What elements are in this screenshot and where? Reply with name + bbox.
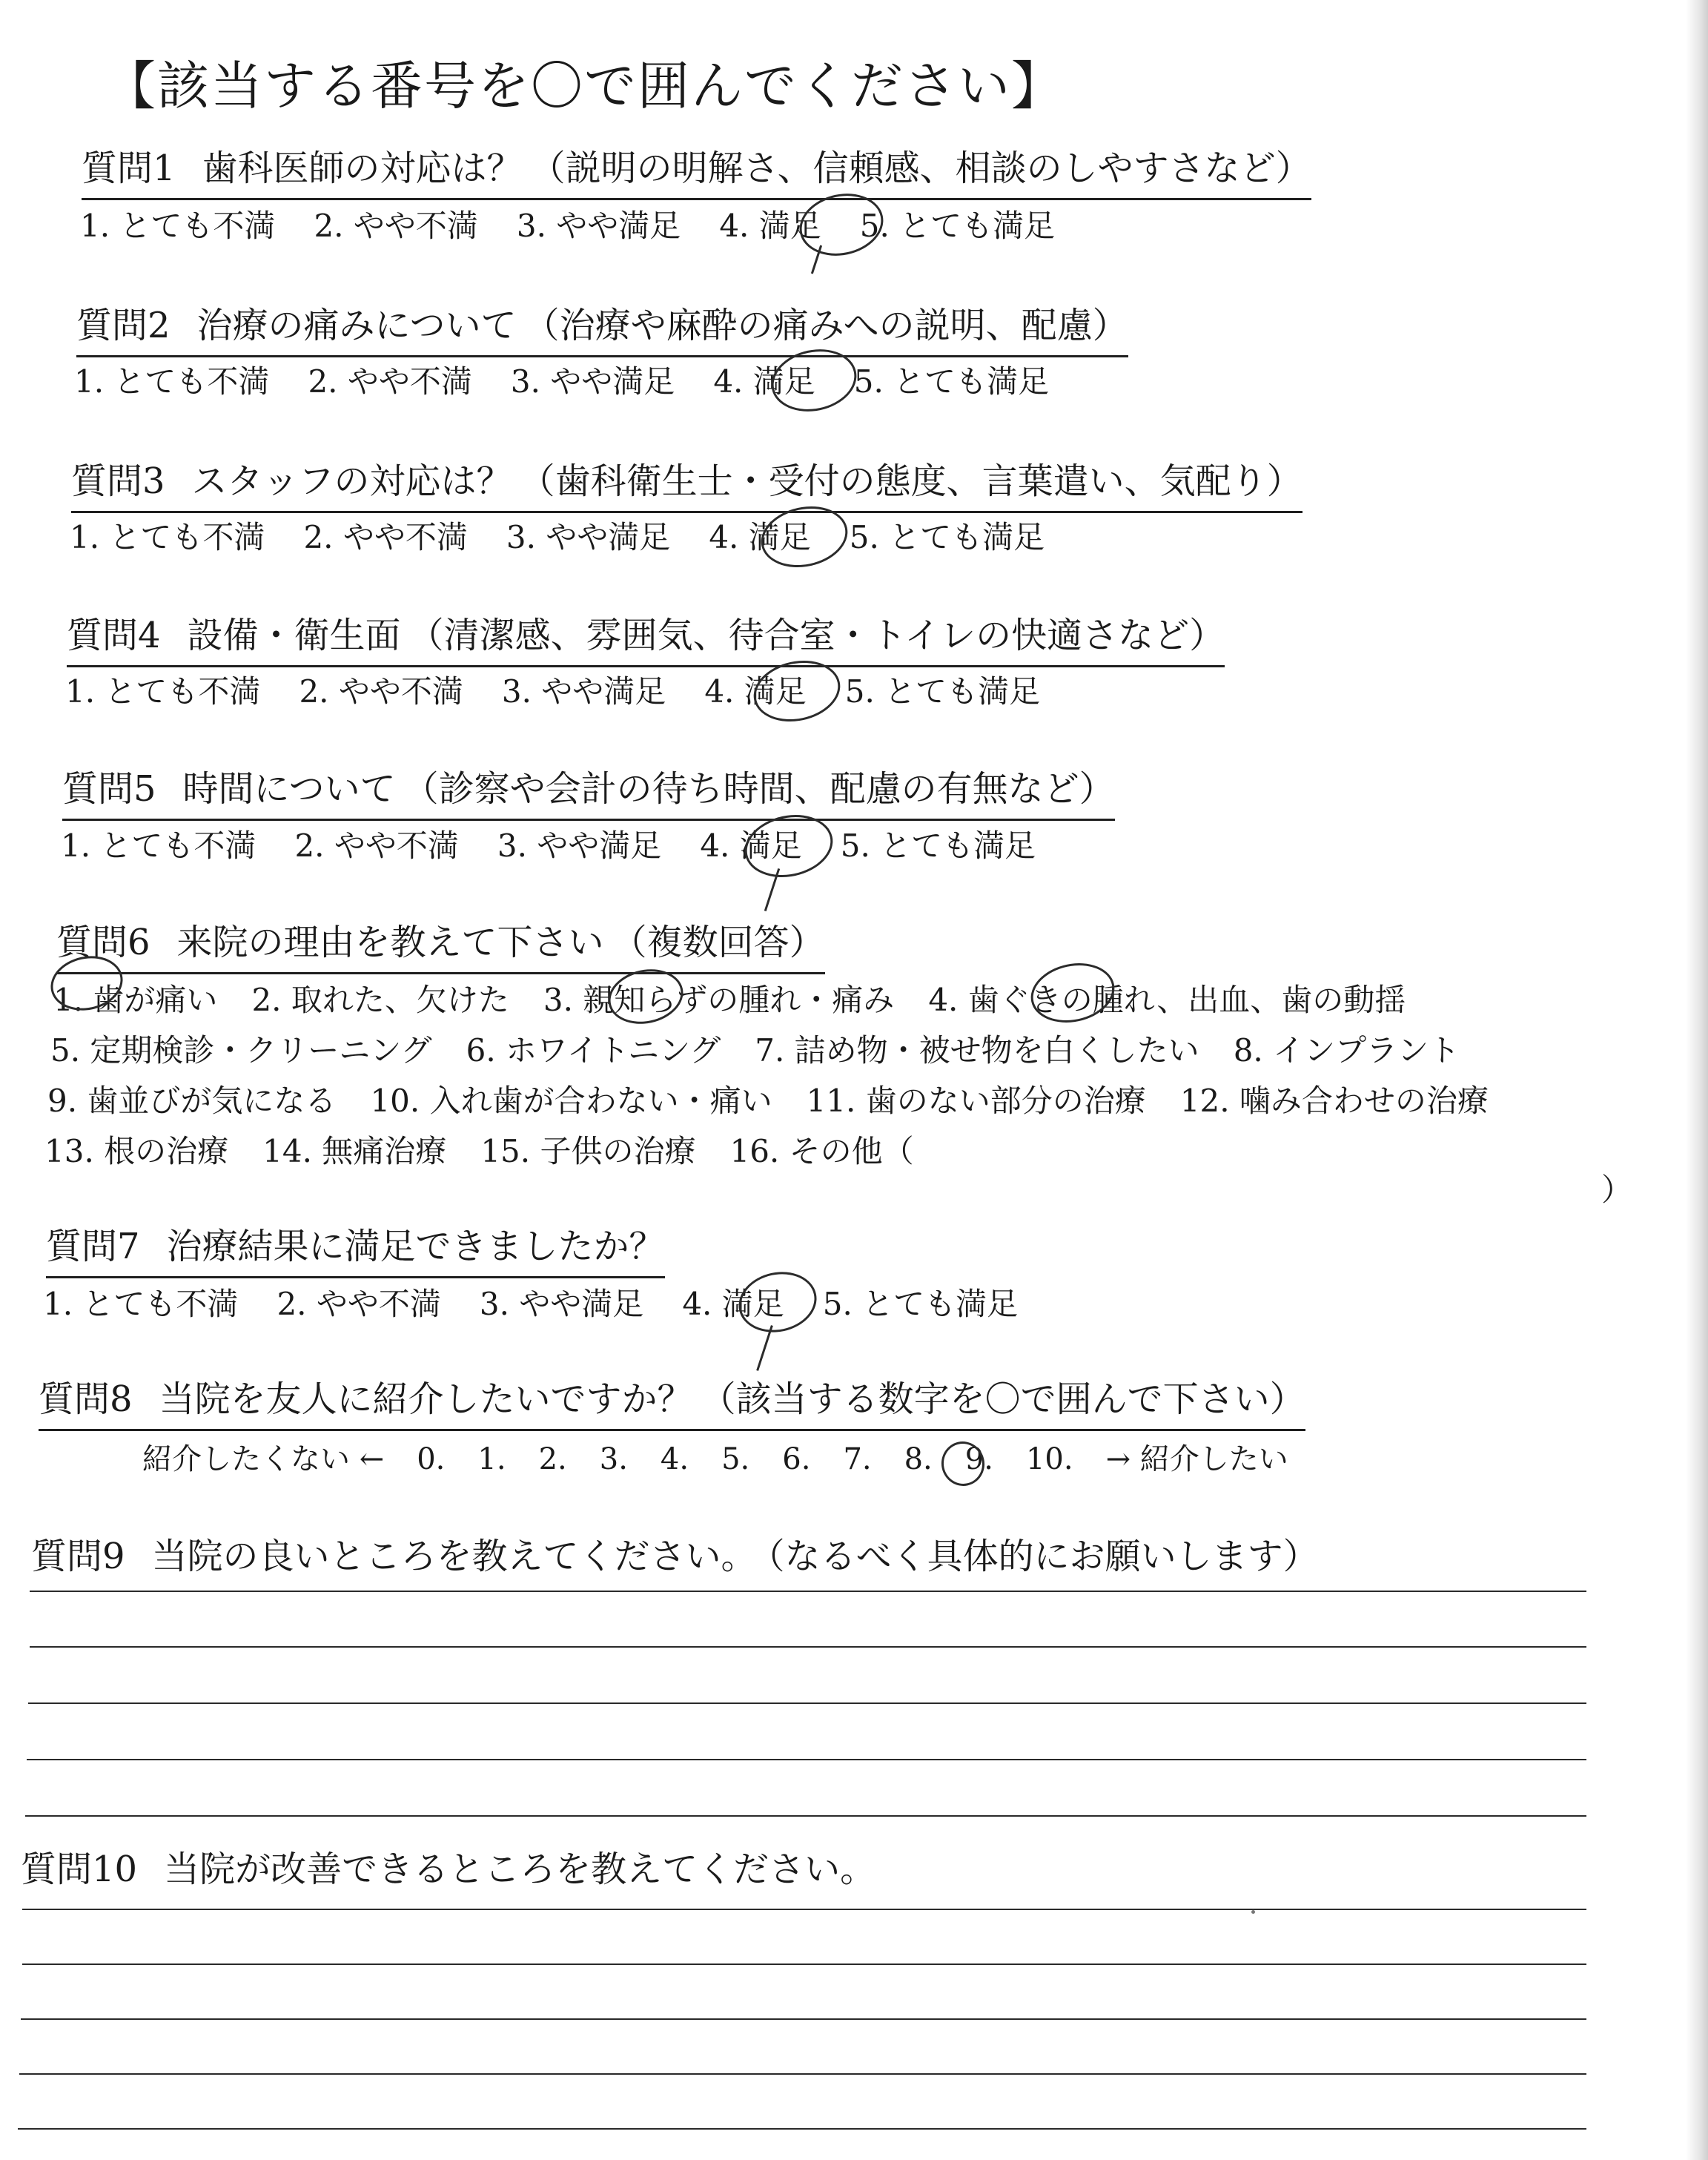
q10-answer-line-1[interactable] xyxy=(22,1909,1586,1910)
scale-4[interactable]: 4. xyxy=(660,1442,689,1476)
scale-9[interactable]: 9. xyxy=(964,1442,993,1476)
question-6-number: 質問6 xyxy=(56,922,150,963)
question-10-number: 質問10 xyxy=(21,1849,138,1890)
q9-answer-line-2[interactable] xyxy=(30,1646,1586,1648)
q5-option-3[interactable]: 3. やや満足 xyxy=(497,828,662,864)
question-3-note: （歯科衛生士・受付の態度、言葉遣い、気配り） xyxy=(519,460,1302,502)
q7-option-4[interactable]: 4. 満足 xyxy=(682,1286,784,1322)
q7-option-1[interactable]: 1. とても不満 xyxy=(43,1286,239,1322)
q3-option-3[interactable]: 3. やや満足 xyxy=(506,519,671,555)
question-2-options xyxy=(74,357,1088,402)
question-5-number: 質問5 xyxy=(62,768,156,810)
q6-other-close-paren: ） xyxy=(1601,1172,1633,1208)
q6-option-8[interactable]: 8. インプラント xyxy=(1233,1032,1460,1069)
page-title: 【該当する番号を〇で囲んでください】 xyxy=(104,56,1065,116)
q1-option-1[interactable]: 1. とても不満 xyxy=(80,208,276,244)
question-1-number: 質問1 xyxy=(82,148,176,189)
q4-option-2[interactable]: 2. やや不満 xyxy=(299,673,463,710)
q3-option-4[interactable]: 4. 満足 xyxy=(709,519,811,555)
question-4-text: 設備・衛生面 xyxy=(187,615,401,656)
q2-option-1[interactable]: 1. とても不満 xyxy=(74,363,270,400)
question-2-number: 質問2 xyxy=(76,305,171,346)
question-4-heading xyxy=(67,607,1225,667)
q6-option-2[interactable]: 2. 取れた、欠けた xyxy=(251,982,509,1018)
question-4-options xyxy=(65,667,1079,712)
q1-option-4[interactable]: 4. 満足 xyxy=(719,208,821,244)
q6-option-15[interactable]: 15. 子供の治療 xyxy=(480,1133,696,1169)
question-2-note: （治療や麻酔の痛みへの説明、配慮） xyxy=(523,305,1128,346)
question-4-number: 質問4 xyxy=(67,615,161,656)
question-5-text: 時間について xyxy=(182,768,396,810)
q6-option-4[interactable]: 4. 歯ぐきの腫れ、出血、歯の動揺 xyxy=(928,982,1406,1018)
scale-6[interactable]: 6. xyxy=(782,1442,811,1476)
question-9-heading xyxy=(31,1527,1319,1579)
question-1-options xyxy=(80,202,1093,246)
q6-option-9[interactable]: 9. 歯並びが気になる xyxy=(47,1083,337,1119)
question-3-text: スタッフの対応は？ xyxy=(191,460,512,502)
scale-10[interactable]: 10. xyxy=(1025,1442,1073,1476)
q5-option-2[interactable]: 2. やや不満 xyxy=(294,828,459,864)
q9-answer-line-4[interactable] xyxy=(27,1759,1586,1760)
q9-answer-line-1[interactable] xyxy=(30,1591,1586,1592)
q1-option-5[interactable]: 5. とても満足 xyxy=(859,208,1056,244)
question-1-text: 歯科医師の対応は？ xyxy=(202,148,523,189)
q10-answer-line-3[interactable] xyxy=(21,2018,1586,2020)
q4-option-1[interactable]: 1. とても不満 xyxy=(65,673,261,710)
question-5-note: （診察や会計の待ち時間、配慮の有無など） xyxy=(403,768,1115,810)
q10-answer-line-5[interactable] xyxy=(18,2128,1586,2130)
question-5-heading xyxy=(62,760,1115,821)
q7-option-2[interactable]: 2. やや不満 xyxy=(277,1286,441,1322)
q5-option-4[interactable]: 4. 満足 xyxy=(700,828,802,864)
q6-option-7[interactable]: 7. 詰め物・被せ物を白くしたい xyxy=(755,1032,1199,1069)
question-7-options xyxy=(43,1280,1056,1324)
q6-option-11[interactable]: 11. 歯のない部分の治療 xyxy=(806,1083,1146,1119)
question-6-options-row-3 xyxy=(47,1077,1523,1121)
q9-answer-line-5[interactable] xyxy=(25,1815,1586,1817)
q6-option-6[interactable]: 6. ホワイトニング xyxy=(466,1032,721,1069)
scale-left-label: 紹介したくない ← xyxy=(142,1442,385,1476)
q6-option-1[interactable]: 1. 歯が痛い xyxy=(53,982,218,1018)
question-2-heading xyxy=(76,297,1128,357)
question-9-number: 質問9 xyxy=(31,1536,125,1577)
question-3-heading xyxy=(71,452,1302,513)
question-5-options xyxy=(61,822,1074,866)
q7-option-5[interactable]: 5. とても満足 xyxy=(822,1286,1019,1322)
scan-edge-shadow xyxy=(1686,0,1708,2160)
q5-option-5[interactable]: 5. とても満足 xyxy=(840,828,1036,864)
question-6-text: 来院の理由を教えて下さい xyxy=(176,922,604,963)
question-10-heading xyxy=(21,1840,875,1892)
q4-option-4[interactable]: 4. 満足 xyxy=(704,673,807,710)
question-3-number: 質問3 xyxy=(71,460,165,502)
q6-option-13[interactable]: 13. 根の治療 xyxy=(44,1133,229,1169)
q6-option-3[interactable]: 3. 親知らずの腫れ・痛み xyxy=(543,982,895,1018)
q1-option-2[interactable]: 2. やや不満 xyxy=(314,208,478,244)
question-6-options-row-1 xyxy=(53,976,1440,1020)
q2-option-4[interactable]: 4. 満足 xyxy=(713,363,815,400)
question-7-text: 治療結果に満足できましたか？ xyxy=(166,1226,665,1267)
question-6-options-row-4 xyxy=(44,1127,948,1172)
question-8-heading xyxy=(39,1370,1305,1431)
question-9-note: （なるべく具体的にお願いします） xyxy=(767,1536,1319,1577)
question-7-heading xyxy=(46,1218,665,1278)
q6-option-14[interactable]: 14. 無痛治療 xyxy=(262,1133,447,1169)
q2-option-2[interactable]: 2. やや不満 xyxy=(308,363,472,400)
q7-circle-tail xyxy=(756,1325,773,1371)
question-4-note: （清潔感、雰囲気、待合室・トイレの快適さなど） xyxy=(408,615,1225,656)
q3-option-5[interactable]: 5. とても満足 xyxy=(849,519,1045,555)
q10-answer-line-2[interactable] xyxy=(22,1964,1586,1965)
question-8-number: 質問8 xyxy=(39,1378,133,1420)
question-3-options xyxy=(70,513,1083,558)
question-2-text: 治療の痛みについて xyxy=(196,305,517,346)
question-1-note: （説明の明解さ、信頼感、相談のしやすさなど） xyxy=(529,148,1311,189)
question-8-text: 当院を友人に紹介したいですか？ xyxy=(159,1378,693,1420)
question-8-scale xyxy=(142,1436,1321,1478)
q7-answer-circle xyxy=(733,1265,822,1339)
q3-option-1[interactable]: 1. とても不満 xyxy=(70,519,265,555)
scale-right-label: → 紹介したい xyxy=(1105,1442,1288,1476)
q6-option-5[interactable]: 5. 定期検診・クリーニング xyxy=(50,1032,432,1069)
q1-option-3[interactable]: 3. やや満足 xyxy=(516,208,681,244)
scan-speck xyxy=(1251,1910,1255,1914)
question-7-number: 質問7 xyxy=(46,1226,140,1267)
question-6-note: （複数回答） xyxy=(611,922,825,963)
question-8-note: （該当する数字を〇で囲んで下さい） xyxy=(700,1378,1305,1420)
scale-7[interactable]: 7. xyxy=(843,1442,872,1476)
scale-2[interactable]: 2. xyxy=(538,1442,567,1476)
q4-option-3[interactable]: 3. やや満足 xyxy=(501,673,666,710)
q5-option-1[interactable]: 1. とても不満 xyxy=(61,828,256,864)
q2-option-5[interactable]: 5. とても満足 xyxy=(853,363,1050,400)
scale-1[interactable]: 1. xyxy=(477,1442,506,1476)
q9-answer-line-3[interactable] xyxy=(28,1702,1586,1704)
q3-option-2[interactable]: 2. やや不満 xyxy=(303,519,468,555)
q7-option-3[interactable]: 3. やや満足 xyxy=(479,1286,644,1322)
q6-option-12[interactable]: 12. 噛み合わせの治療 xyxy=(1179,1083,1489,1119)
scale-0[interactable]: 0. xyxy=(417,1442,446,1476)
q10-answer-line-4[interactable] xyxy=(19,2073,1586,2075)
q4-option-5[interactable]: 5. とても満足 xyxy=(844,673,1041,710)
question-1-heading xyxy=(82,139,1311,200)
scale-8[interactable]: 8. xyxy=(904,1442,933,1476)
question-6-heading xyxy=(56,914,825,974)
question-6-options-row-2 xyxy=(50,1026,1494,1071)
question-9-text: 当院の良いところを教えてください。 xyxy=(151,1536,757,1577)
question-10-text: 当院が改善できるところを教えてください。 xyxy=(164,1849,876,1890)
scale-3[interactable]: 3. xyxy=(599,1442,628,1476)
q6-option-16[interactable]: 16. その他（ xyxy=(729,1133,914,1169)
q2-option-3[interactable]: 3. やや満足 xyxy=(510,363,675,400)
q6-option-10[interactable]: 10. 入れ歯が合わない・痛い xyxy=(370,1083,772,1119)
scale-5[interactable]: 5. xyxy=(721,1442,750,1476)
